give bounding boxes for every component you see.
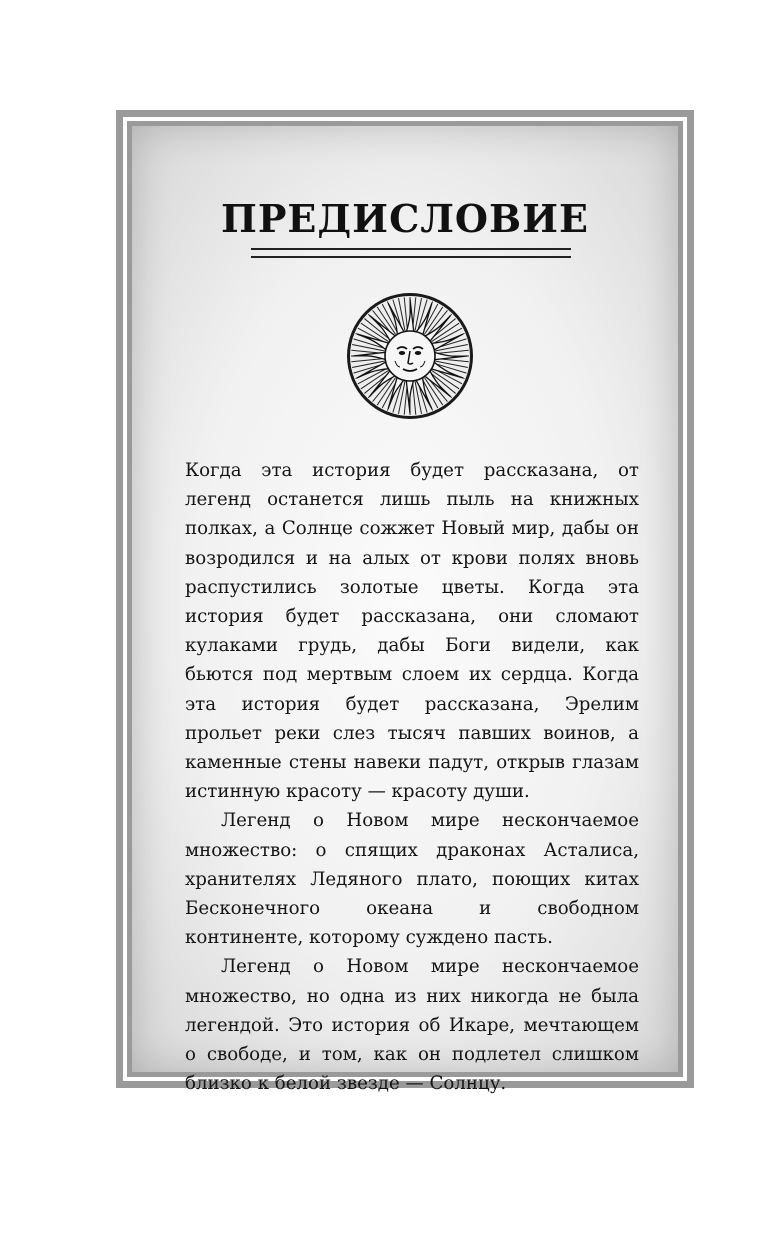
frame-inner-border bbox=[127, 121, 683, 1095]
foreword-text bbox=[185, 456, 639, 1098]
title-underline-top bbox=[251, 248, 571, 250]
title-underline-bottom bbox=[251, 256, 571, 258]
paragraph-3: Легенд о Новом мире нескончаемое множество, но одна из них никогда не была легендой. Это история об Икаре, мечтающем о свободе, и том, как он подлетел слишком близко к белой звезде — Солнцу. bbox=[185, 956, 639, 1095]
paragraph-1: Когда эта история будет рассказана, от легенд останется лишь пыль на книжных полках, а Солнце сожжет Новый мир, дабы он возродился и на алых от крови полях вновь распустились золотые цветы. Когда эта история будет рассказана, они сломают кулаками грудь, дабы Боги видели, как бьются под мертвым слоем их сердца. Когда эта история будет рассказана, Эрелим прольет реки слез тысяч павших воинов, а каменные стены навеки падут, открыв глазам истинную красоту — красоту души. bbox=[185, 460, 639, 803]
paragraph-2: Легенд о Новом мире нескончаемое множество: о спящих драконах Асталиса, хранителях Ледяного плато, поющих китах Бесконечного океана и свободном континенте, которому суждено пасть. bbox=[185, 810, 639, 949]
sun-face-icon-graphic bbox=[345, 291, 475, 421]
sun-face-icon bbox=[345, 291, 475, 421]
frame-gap bbox=[123, 117, 687, 1095]
page-title: ПРЕДИСЛОВИЕ bbox=[220, 196, 590, 241]
page-frame bbox=[116, 110, 694, 1095]
text-panel bbox=[132, 126, 678, 1095]
